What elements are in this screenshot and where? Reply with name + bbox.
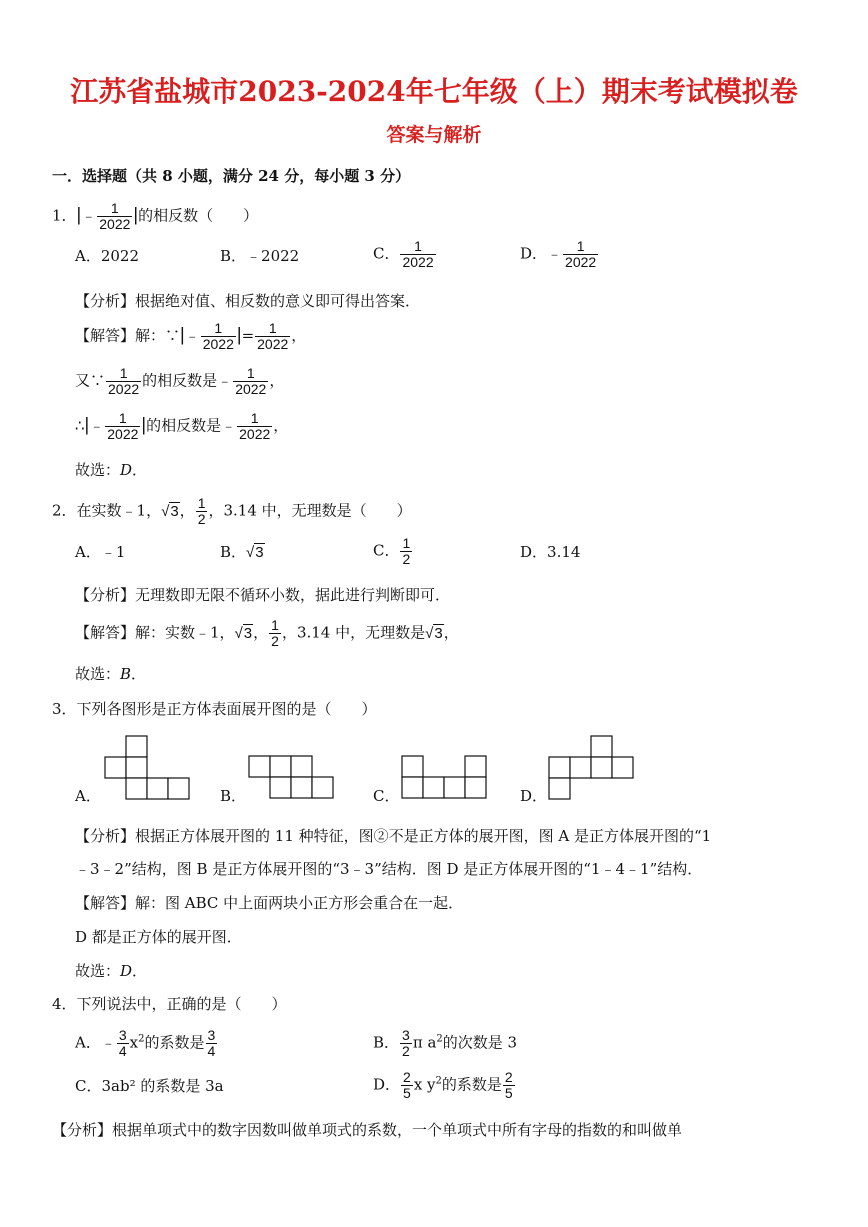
q1-option-a: A．2022 [75,247,140,265]
question-4-stem: 4．下列说法中，正确的是（ ） [52,995,287,1013]
q2-answer: 故选：B． [75,665,147,683]
q1-answer: 故选：D． [75,461,148,479]
q1-solution-line1: 【解答】解：∵|﹣ $\frac{1}{2022}$ |= $\frac{1}{2022}$ ， [75,320,307,352]
q3-analysis-line2: ﹣3﹣2”结构，图 B 是正方体展开图的“3﹣3”结构．图 D 是正方体展开图的“1﹣4﹣1”结构． [75,860,703,878]
q3-option-d: D． [520,787,548,805]
q3-option-c: C． [373,787,400,805]
q2-option-d: D．3.14 [520,543,581,561]
q4-analysis: 【分析】根据单项式中的数字因数叫做单项式的系数，一个单项式中所有字母的指数的和叫做单 [52,1121,683,1139]
q3-option-a: A． [75,787,101,805]
q4-option-b: B． $\frac{3}{2}$ π $a^2$的次数是 3 [373,1027,518,1059]
q3-solution-line1: 【解答】解：图 ABC 中上面两块小正方形会重合在一起． [75,894,464,912]
cube-net-d [548,734,638,802]
q3-option-b: B． [220,787,247,805]
q4-option-d: D． $\frac{2}{5}$ x $y^2$的系数是 $\frac{2}{5}$ [373,1069,513,1101]
q1-option-b: B．﹣2022 [220,247,300,265]
q1-option-c: C． $\frac{1}{2022}$ [373,238,434,270]
q1-solution-line2: 又∵ $\frac{1}{2022}$ 的相反数是﹣ $\frac{1}{2022}$ ， [75,365,285,397]
q1-solution-line3: ∴|﹣ $\frac{1}{2022}$ |的相反数是﹣ $\frac{1}{2022}$ ， [75,410,289,442]
cube-net-a [104,734,194,802]
cube-net-c [401,754,491,802]
question-3-stem: 3．下列各图形是正方体表面展开图的是（ ） [52,700,377,718]
q3-analysis-line1: 【分析】根据正方体展开图的 11 种特征，图②不是正方体的展开图，图 A 是正方体展开图的“1 [75,827,712,845]
q4-option-c: C．3ab² 的系数是 3a [75,1077,224,1095]
q2-option-b: B．√3 [220,543,264,561]
q2-solution: 【解答】解：实数﹣1，√3， $\frac{1}{2}$ ，3.14 中，无理数是√3， [75,617,459,649]
cube-net-b [248,754,338,802]
q1-option-d: D．﹣ $\frac{1}{2022}$ [520,238,597,270]
q1-analysis: 【分析】根据绝对值、相反数的意义即可得出答案． [75,292,421,310]
q4-option-a: A．﹣ $\frac{3}{4}$ $x^2$的系数是 $\frac{3}{4}$ [75,1027,216,1059]
q2-option-a: A．﹣1 [75,543,126,561]
question-1-stem: 1．|﹣ $\frac{1}{2022}$ |的相反数（ ） [52,200,259,232]
q3-answer: 故选：D． [75,962,148,980]
page-subtitle: 答案与解析 [386,124,482,146]
question-2-stem: 2．在实数﹣1，√3， $\frac{1}{2}$ ，3.14 中，无理数是（ ） [52,495,412,527]
section-heading: 一．选择题（共 8 小题，满分 24 分，每小题 3 分） [52,167,411,185]
q2-option-c: C． $\frac{1}{2}$ [373,535,411,567]
q2-analysis: 【分析】无理数即无限不循环小数，据此进行判断即可． [75,586,451,604]
fraction: $\frac{1}{2022}$ [99,200,131,232]
q3-solution-line2: D 都是正方体的展开图． [75,928,242,946]
page-title: 江苏省盐城市2023-2024年七年级（上）期末考试模拟卷 [70,75,798,108]
